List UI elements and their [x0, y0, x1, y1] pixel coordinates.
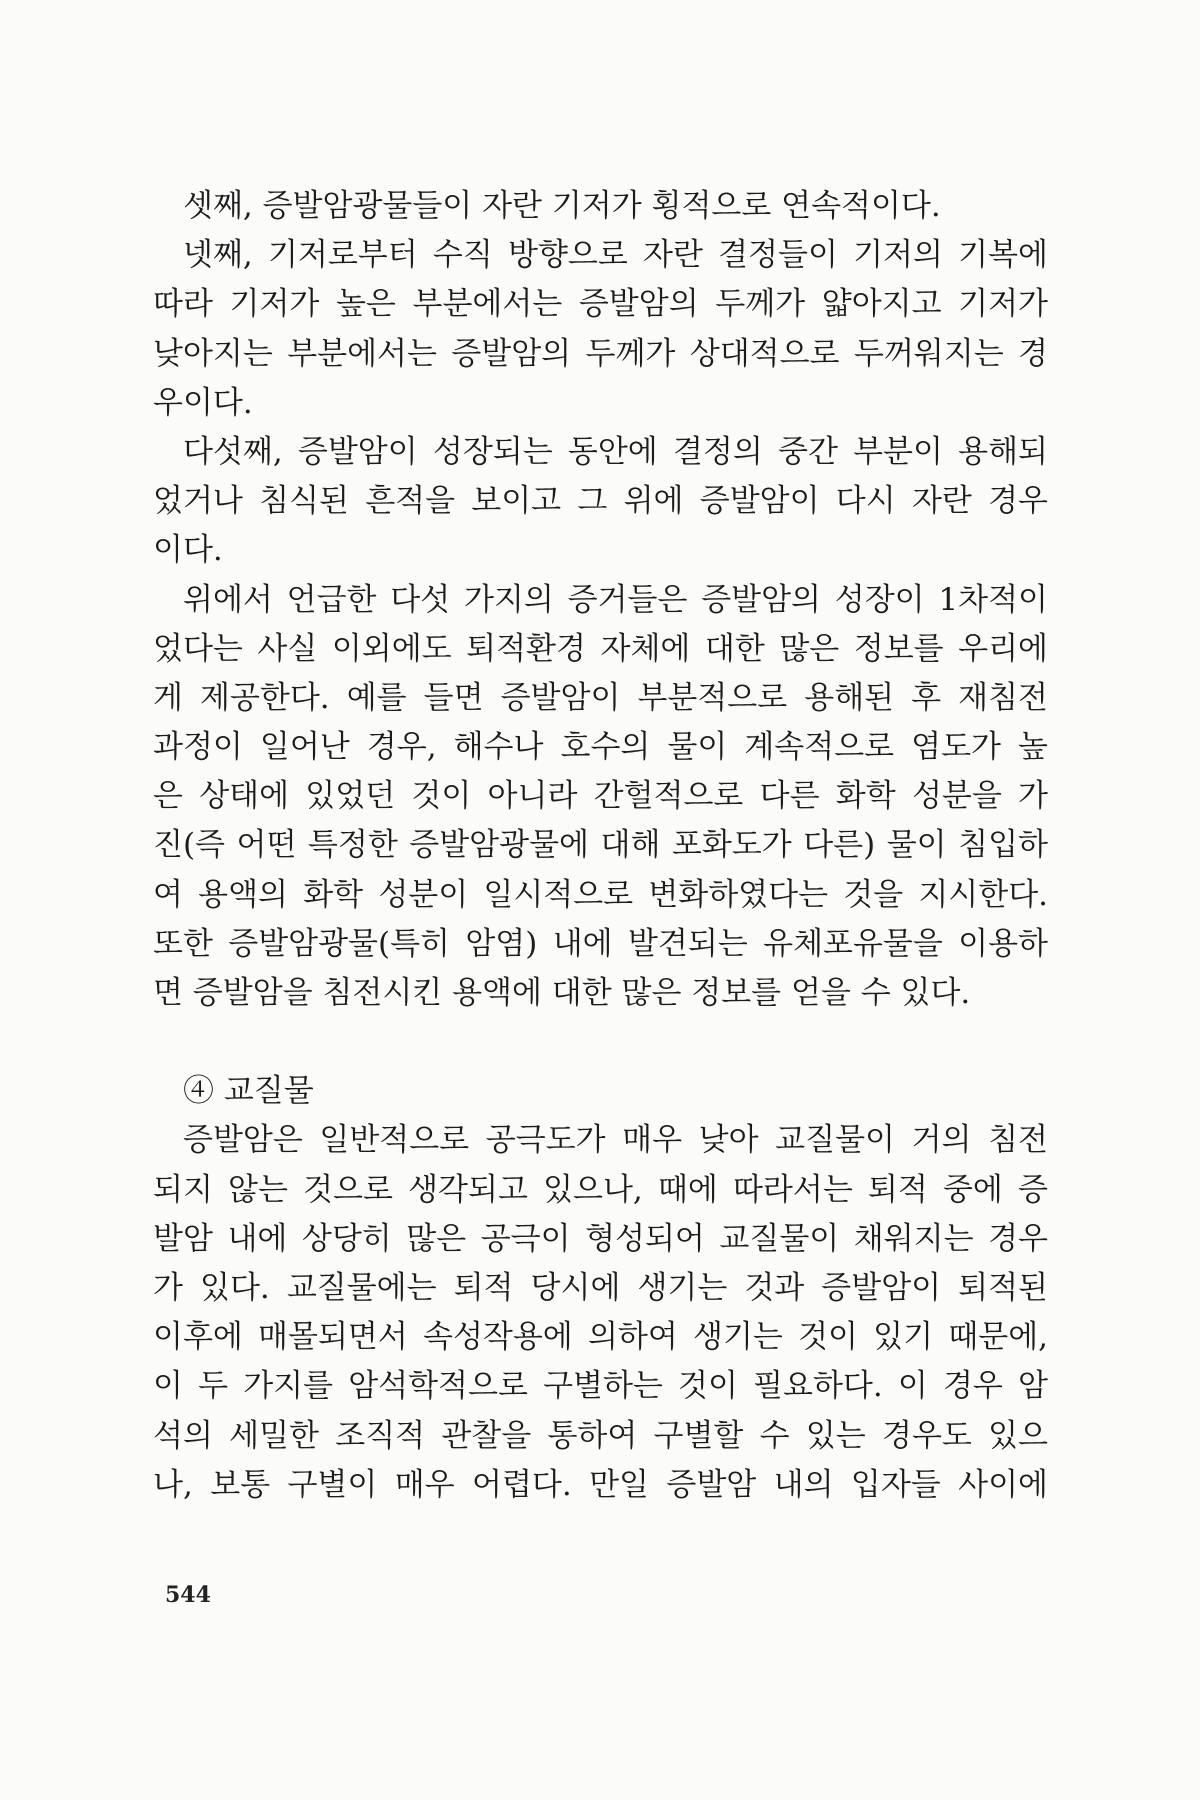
text-line: 면 증발암을 침전시킨 용액에 대한 많은 정보를 얻을 수 있다.: [153, 975, 971, 1011]
text-line: 진(즉 어떤 특정한 증발암광물에 대해 포화도가 다른) 물이 침입하: [153, 827, 1048, 864]
text-line: 이다.: [153, 532, 223, 569]
text-line: 넷째, 기저로부터 수직 방향으로 자란 결정들이 기저의 기복에: [183, 237, 1048, 274]
text-line: 셋째, 증발암광물들이 자란 기저가 횡적으로 연속적이다.: [183, 188, 941, 224]
text-line: 되지 않는 것으로 생각되고 있으나, 때에 따라서는 퇴적 중에 증: [153, 1171, 1048, 1208]
text-line: 증발암은 일반적으로 공극도가 매우 낮아 교질물이 거의 침전: [183, 1122, 1048, 1159]
text-line: 석의 세밀한 조직적 관찰을 통하여 구별할 수 있는 경우도 있으: [153, 1417, 1048, 1454]
text-line: 낮아지는 부분에서는 증발암의 두께가 상대적으로 두꺼워지는 경: [153, 335, 1048, 372]
text-line: 따라 기저가 높은 부분에서는 증발암의 두께가 얇아지고 기저가: [153, 286, 1048, 323]
text-line: 여 용액의 화학 성분이 일시적으로 변화하였다는 것을 지시한다.: [153, 876, 1048, 913]
section-heading: ④ 교질물: [183, 1073, 314, 1110]
text-line: 과정이 일어난 경우, 해수나 호수의 물이 계속적으로 염도가 높: [153, 729, 1048, 766]
page-number: 544: [165, 1582, 211, 1608]
body-text: [153, 182, 1048, 1510]
text-line: 위에서 언급한 다섯 가지의 증거들은 증발암의 성장이 1차적이: [183, 581, 1048, 618]
text-line: 가 있다. 교질물에는 퇴적 당시에 생기는 것과 증발암이 퇴적된: [153, 1269, 1048, 1306]
text-line: 다섯째, 증발암이 성장되는 동안에 결정의 중간 부분이 용해되: [183, 433, 1048, 470]
text-line: 또한 증발암광물(특히 암염) 내에 발견되는 유체포유물을 이용하: [153, 925, 1048, 962]
text-line: 은 상태에 있었던 것이 아니라 간헐적으로 다른 화학 성분을 가: [153, 778, 1048, 815]
text-line: 이 두 가지를 암석학적으로 구별하는 것이 필요하다. 이 경우 암: [153, 1368, 1048, 1405]
text-line: 이후에 매몰되면서 속성작용에 의하여 생기는 것이 있기 때문에,: [153, 1319, 1048, 1356]
text-line: 었거나 침식된 흔적을 보이고 그 위에 증발암이 다시 자란 경우: [153, 483, 1048, 520]
text-line: 우이다.: [153, 384, 253, 421]
text-line: 었다는 사실 이외에도 퇴적환경 자체에 대한 많은 정보를 우리에: [153, 630, 1048, 667]
text-line: 발암 내에 상당히 많은 공극이 형성되어 교질물이 채워지는 경우: [153, 1220, 1048, 1257]
text-line: 나, 보통 구별이 매우 어렵다. 만일 증발암 내의 입자들 사이에: [153, 1466, 1048, 1503]
text-line: 게 제공한다. 예를 들면 증발암이 부분적으로 용해된 후 재침전: [153, 679, 1048, 716]
